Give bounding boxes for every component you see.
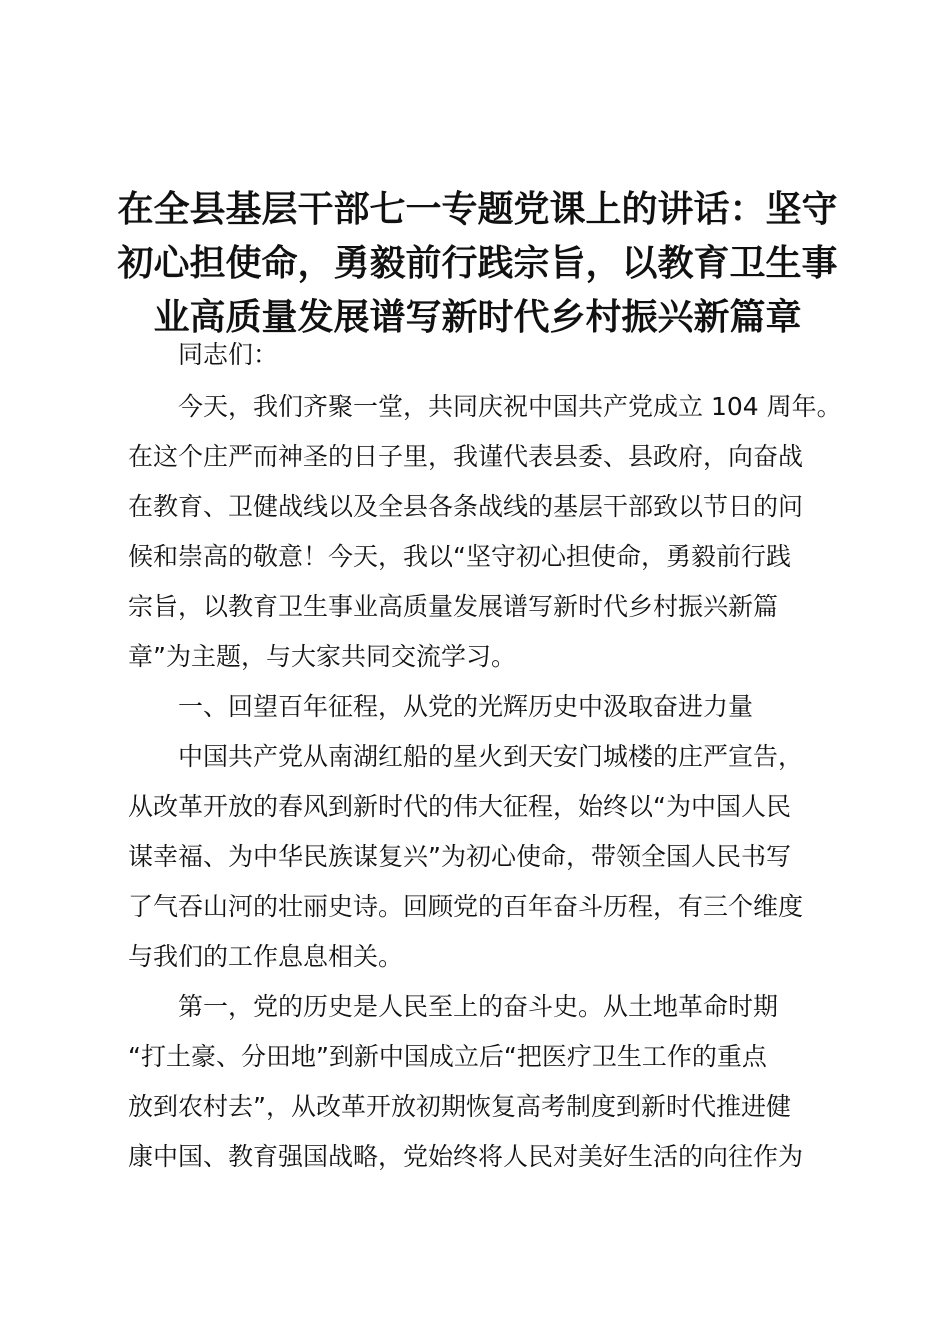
paragraph-line: 章”为主题，与大家共同交流学习。 [128,642,516,671]
paragraph-line: 中国共产党从南湖红船的星火到天安门城楼的庄严宣告， [178,742,804,771]
paragraph-first-point [128,982,840,1182]
document-body [128,330,840,1182]
paragraph-line: 与我们的工作息息相关。 [128,942,404,971]
paragraph-line: 了气吞山河的壮丽史诗。回顾党的百年奋斗历程，有三个维度 [128,892,804,921]
section-heading-text: 一、回望百年征程，从党的光辉历史中汲取奋进力量 [178,692,754,721]
paragraph-line: 放到农村去”，从改革开放初期恢复高考制度到新时代推进健 [128,1092,791,1121]
document-title [110,183,845,345]
paragraph-line: 候和崇高的敬意！今天，我以“坚守初心担使命，勇毅前行践 [128,542,791,571]
paragraph-line: 第一，党的历史是人民至上的奋斗史。从土地革命时期 [178,992,779,1021]
paragraph-line: 在教育、卫健战线以及全县各条战线的基层干部致以节日的问 [128,492,804,521]
paragraph-line: 从改革开放的春风到新时代的伟大征程，始终以“为中国人民 [128,792,791,821]
paragraph-line: 谋幸福、为中华民族谋复兴”为初心使命，带领全国人民书写 [128,842,791,871]
paragraph-history [128,732,840,982]
paragraph-line: 宗旨，以教育卫生事业高质量发展谱写新时代乡村振兴新篇 [128,592,779,621]
title-line: 业高质量发展谱写新时代乡村振兴新篇章 [153,297,802,338]
paragraph-opening [128,382,840,682]
title-line: 初心担使命，勇毅前行践宗旨，以教育卫生事 [117,243,838,284]
salutation: 同志们： [178,340,279,369]
section-heading [128,682,840,732]
paragraph-line: 今天，我们齐聚一堂，共同庆祝中国共产党成立 104 周年。 [178,392,842,421]
paragraph-line: “打土豪、分田地”到新中国成立后“把医疗卫生工作的重点 [128,1042,767,1071]
paragraph-line: 在这个庄严而神圣的日子里，我谨代表县委、县政府，向奋战 [128,442,804,471]
title-line: 在全县基层干部七一专题党课上的讲话：坚守 [117,189,838,230]
paragraph-line: 康中国、教育强国战略，党始终将人民对美好生活的向往作为 [128,1142,804,1171]
